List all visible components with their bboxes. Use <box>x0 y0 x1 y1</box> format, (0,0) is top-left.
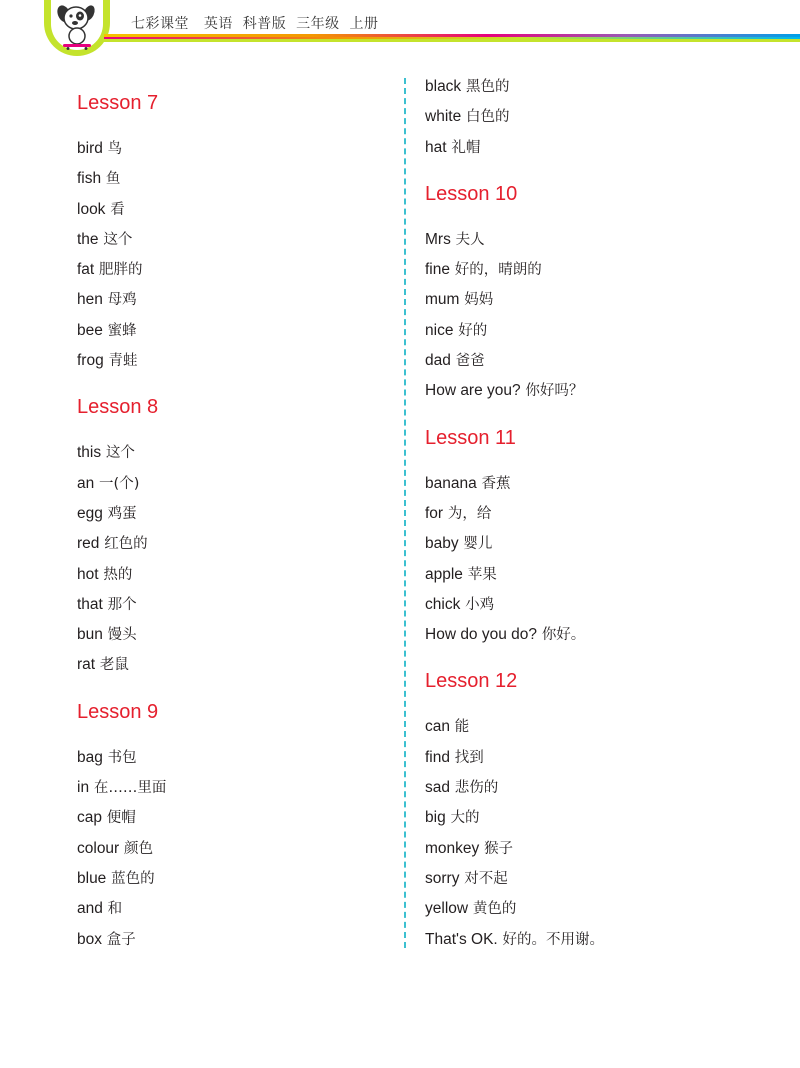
vocab-meaning: 看 <box>110 201 125 218</box>
vocab-meaning: 悲伤的 <box>454 780 499 797</box>
vocab-meaning: 肥胖的 <box>99 262 143 279</box>
vocab-word: nice <box>425 321 454 339</box>
vocab-meaning: 大的 <box>450 810 480 827</box>
vocab-word: monkey <box>425 839 480 857</box>
vocab-word: red <box>77 535 100 553</box>
vocab-entry <box>425 619 604 649</box>
vocab-entry <box>425 284 604 314</box>
vocab-word: That's OK. <box>425 930 498 948</box>
vocab-word: the <box>77 230 99 248</box>
vocab-meaning: 为，给 <box>447 505 492 522</box>
vocab-meaning: 馒头 <box>107 627 137 644</box>
lesson-title: Lesson 7 <box>77 92 159 114</box>
vocab-word: black <box>425 78 462 95</box>
vocab-meaning: 好的 <box>458 322 488 339</box>
vocab-word: rat <box>77 656 96 674</box>
vocab-entry <box>425 224 604 254</box>
vocab-entry <box>77 893 166 923</box>
vocab-entry <box>425 468 604 498</box>
vocab-word: baby <box>425 535 459 553</box>
vocab-entry <box>77 437 166 467</box>
vocab-entry <box>77 528 166 558</box>
vocab-meaning: 你好吗？ <box>525 383 584 400</box>
vocab-meaning: 好的。不用谢。 <box>502 931 605 948</box>
vocab-entry <box>425 711 604 741</box>
vocab-meaning: 一(个) <box>99 475 140 492</box>
vocab-meaning: 热的 <box>103 566 133 583</box>
vocab-entry <box>77 254 166 284</box>
vocab-entry <box>425 254 604 284</box>
vocab-meaning: 夫人 <box>455 231 485 248</box>
vocab-entry <box>77 194 166 224</box>
vocab-meaning: 鸟 <box>107 141 123 157</box>
vocab-entry <box>425 71 604 101</box>
vocab-entry <box>77 649 166 679</box>
vocab-meaning: 猴子 <box>484 840 514 857</box>
vocab-meaning: 蜜蜂 <box>107 322 137 339</box>
vocab-word: hat <box>425 138 447 156</box>
vocab-word: and <box>77 900 103 918</box>
vocab-entry <box>77 468 166 498</box>
vocab-word: yellow <box>425 900 469 918</box>
vocab-entry <box>425 772 604 802</box>
vocab-word: in <box>77 779 90 797</box>
vocab-meaning: 书包 <box>107 749 137 766</box>
vocab-entry <box>77 315 166 345</box>
vocab-entry <box>425 101 604 131</box>
vocab-word: box <box>77 930 102 948</box>
vocab-word: blue <box>77 869 107 887</box>
vocab-word: egg <box>77 504 103 522</box>
vocab-meaning: 蓝色的 <box>111 870 155 887</box>
vocab-word: bird <box>77 140 103 157</box>
vocab-meaning: 那个 <box>107 596 137 613</box>
vocab-meaning: 白色的 <box>465 109 510 126</box>
vocab-meaning: 这个 <box>103 231 133 248</box>
vocab-word: dad <box>425 352 451 370</box>
vocab-entry <box>425 589 604 619</box>
vocab-meaning: 红色的 <box>104 536 148 553</box>
vocab-entry <box>425 132 604 162</box>
vocab-entry <box>425 315 604 345</box>
vocab-entry <box>77 802 166 832</box>
vocab-entry <box>77 224 166 254</box>
vocab-word: fish <box>77 170 102 188</box>
vocab-entry <box>425 802 604 832</box>
vocab-meaning: 妈妈 <box>464 292 494 309</box>
lesson-title: Lesson 10 <box>425 182 518 205</box>
vocab-meaning: 小鸡 <box>465 596 495 613</box>
vocab-entry <box>425 742 604 772</box>
vocab-word: cap <box>77 809 102 827</box>
vocab-meaning: 便帽 <box>106 810 136 827</box>
vocab-meaning: 对不起 <box>464 870 508 887</box>
vocab-meaning: 香蕉 <box>481 475 511 492</box>
lesson-title: Lesson 12 <box>425 670 518 693</box>
vocab-entry <box>77 619 166 649</box>
vocab-entry <box>425 833 604 863</box>
vocab-word: How do you do? <box>425 626 538 644</box>
vocab-meaning: 母鸡 <box>107 292 137 309</box>
lesson-title: Lesson 8 <box>77 396 159 419</box>
vocab-entry <box>425 559 604 589</box>
vocab-meaning: 鸡蛋 <box>107 505 137 522</box>
vocab-meaning: 能 <box>454 719 470 736</box>
header-stripe <box>104 39 800 42</box>
vocab-entry <box>77 345 166 375</box>
vocab-word: frog <box>77 352 104 370</box>
vocab-entry <box>77 559 166 589</box>
vocab-meaning: 在……里面 <box>93 780 167 797</box>
vocab-word: find <box>425 748 450 766</box>
vocab-meaning: 爸爸 <box>455 353 485 370</box>
vocab-meaning: 黑色的 <box>465 79 510 95</box>
vocab-meaning: 好的，晴朗的 <box>454 262 542 279</box>
vocab-meaning: 盒子 <box>106 931 136 948</box>
vocab-meaning: 你好。 <box>541 627 586 644</box>
vocab-entry <box>425 345 604 375</box>
vocab-word: this <box>77 444 102 462</box>
vocab-entry <box>77 863 166 893</box>
lesson-title: Lesson 11 <box>425 426 516 449</box>
vocab-word: that <box>77 595 103 613</box>
vocab-entry <box>77 284 166 314</box>
vocab-meaning: 颜色 <box>124 840 153 857</box>
vocab-word: Mrs <box>425 230 451 248</box>
vocab-meaning: 这个 <box>105 445 135 462</box>
vocab-meaning: 老鼠 <box>99 657 129 674</box>
vocab-entry <box>77 498 166 528</box>
vocab-entry <box>77 133 166 163</box>
vocab-word: sorry <box>425 869 460 887</box>
vocab-meaning: 和 <box>107 901 123 918</box>
vocab-meaning: 婴儿 <box>463 536 493 553</box>
vocab-word: can <box>425 718 450 736</box>
lesson-title: Lesson 9 <box>77 700 159 723</box>
vocab-meaning: 黄色的 <box>472 901 517 918</box>
vocab-word: mum <box>425 291 460 309</box>
vocab-word: bun <box>77 626 103 644</box>
vocab-word: an <box>77 474 95 492</box>
vocab-meaning: 青蛙 <box>108 353 138 370</box>
vocab-word: sad <box>425 779 450 797</box>
header-title: 七彩课堂 英语 科普版 三年级 上册 <box>131 16 379 32</box>
vocab-entry <box>77 833 166 863</box>
vocab-meaning: 礼帽 <box>451 139 481 156</box>
vocab-entry <box>425 924 604 954</box>
vocab-entry <box>425 863 604 893</box>
vocab-word: banana <box>425 474 477 492</box>
vocab-entry <box>77 589 166 619</box>
vocab-word: white <box>425 108 462 126</box>
vocab-entry <box>77 742 166 772</box>
vocab-word: bag <box>77 748 103 766</box>
vocab-word: look <box>77 200 106 218</box>
vocab-entry <box>77 924 166 954</box>
vocab-word: hot <box>77 565 99 583</box>
vocab-word: hen <box>77 291 103 309</box>
vocab-word: big <box>425 809 446 827</box>
vocab-word: fat <box>77 261 95 279</box>
vocab-word: for <box>425 504 444 522</box>
vocab-meaning: 鱼 <box>105 171 121 188</box>
vocab-meaning: 苹果 <box>467 566 497 583</box>
vocab-entry <box>425 528 604 558</box>
vocab-word: chick <box>425 595 461 613</box>
vocab-word: bee <box>77 321 103 339</box>
right-column <box>425 71 604 954</box>
vocab-word: colour <box>77 839 120 857</box>
vocab-word: apple <box>425 565 463 583</box>
dog-mascot-icon <box>54 2 100 50</box>
left-column <box>77 71 166 954</box>
vocab-entry <box>77 163 166 193</box>
vocab-entry <box>425 498 604 528</box>
vocab-meaning: 找到 <box>454 749 484 766</box>
vocab-entry <box>77 772 166 802</box>
vocab-word: fine <box>425 261 450 279</box>
vocab-entry <box>425 893 604 923</box>
vocab-entry <box>425 375 604 405</box>
column-divider <box>404 78 406 948</box>
vocab-word: How are you? <box>425 382 521 400</box>
page-header <box>0 0 800 62</box>
